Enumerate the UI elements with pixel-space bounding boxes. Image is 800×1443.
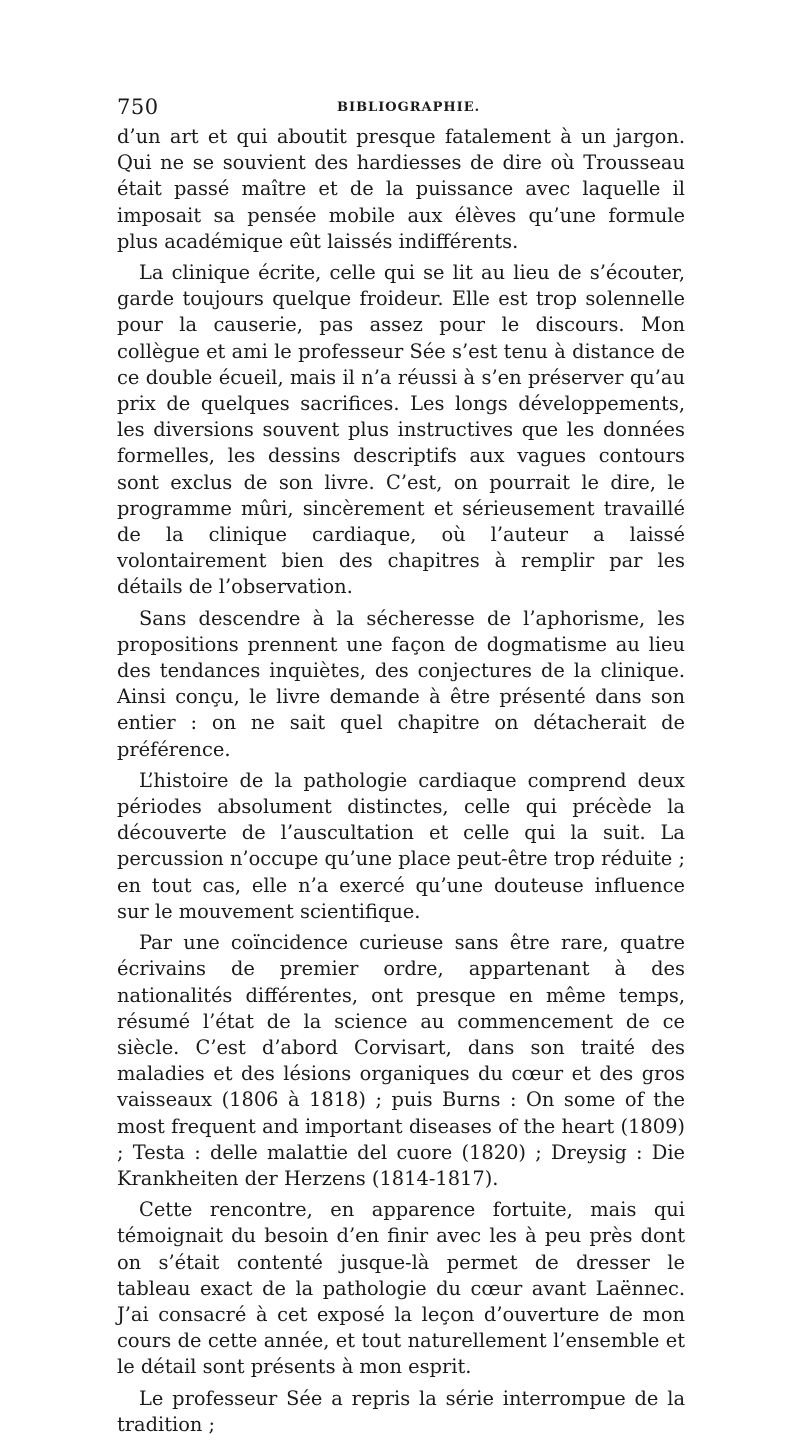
running-head: BIBLIOGRAPHIE. [337, 100, 481, 115]
paragraph: d’un art et qui aboutit presque fatalement à un jargon. Qui ne se souvient des hardiesses de dire où Trousseau était passé maître et de la puissance avec laquelle il imposait sa pensée mobile aux élèves qu’une formule plus académique eût laissés indifférents. [117, 125, 685, 253]
paragraph: Par une coïncidence curieuse sans être rare, quatre écrivains de premier ordre, appartenant à des nationalités différentes, ont presque en même temps, résumé l’état de la science au commencement de ce siècle. C’est d’abord Corvisart, dans son traité des maladies et des lésions organiques du cœur et des gros vaisseaux (1806 à 1818) ; puis Burns : On some of the most frequent and important diseases of the heart (1809) ; Testa : delle malattie del cuore (1820) ; Dreysig : Die Krankheiten der Herzens (1814-1817). [117, 931, 685, 1190]
paragraph: Cette rencontre, en apparence fortuite, mais qui témoignait du besoin d’en finir avec les à peu près dont on s’était contenté jusque-là permet de dresser le tableau exact de la pathologie du cœur avant Laënnec. J’ai consacré à cet exposé la leçon d’ouverture de mon cours de cette année, et tout naturellement l’ensemble et le détail sont présents à mon esprit. [117, 1198, 685, 1379]
paragraph: Sans descendre à la sécheresse de l’aphorisme, les propositions prennent une façon de dogmatisme au lieu des tendances inquiètes, des conjectures de la clinique. Ainsi conçu, le livre demande à être présenté dans son entier : on ne sait quel chapitre on détacherait de préférence. [117, 606, 685, 761]
page-header [117, 95, 687, 125]
paragraph: Le professeur Sée a repris la série interrompue de la tradition ; [117, 1386, 685, 1436]
paragraph: L’histoire de la pathologie cardiaque comprend deux périodes absolument distinctes, celle qui précède la découverte de l’auscultation et celle qui la suit. La percussion n’occupe qu’une place peut-être trop réduite ; en tout cas, elle n’a exercé qu’une douteuse influence sur le mouvement scientifique. [117, 768, 685, 923]
body-text [117, 124, 685, 1443]
paragraph: La clinique écrite, celle qui se lit au lieu de s’écouter, garde toujours quelque froideur. Elle est trop solennelle pour la causerie, pas assez pour le discours. Mon collègue et ami le professeur Sée s’est tenu à distance de ce double écueil, mais il n’a réussi à s’en préserver qu’au prix de quelques sacrifices. Les longs développements, les diversions souvent plus instructives que les données formelles, les dessins descriptifs aux vagues contours sont exclus de son livre. C’est, on pourrait le dire, le programme mûri, sincèrement et sérieusement travaillé de la clinique cardiaque, où l’auteur a laissé volontairement bien des chapitres à remplir par les détails de l’observation. [117, 261, 685, 599]
page-number: 750 [117, 95, 159, 119]
